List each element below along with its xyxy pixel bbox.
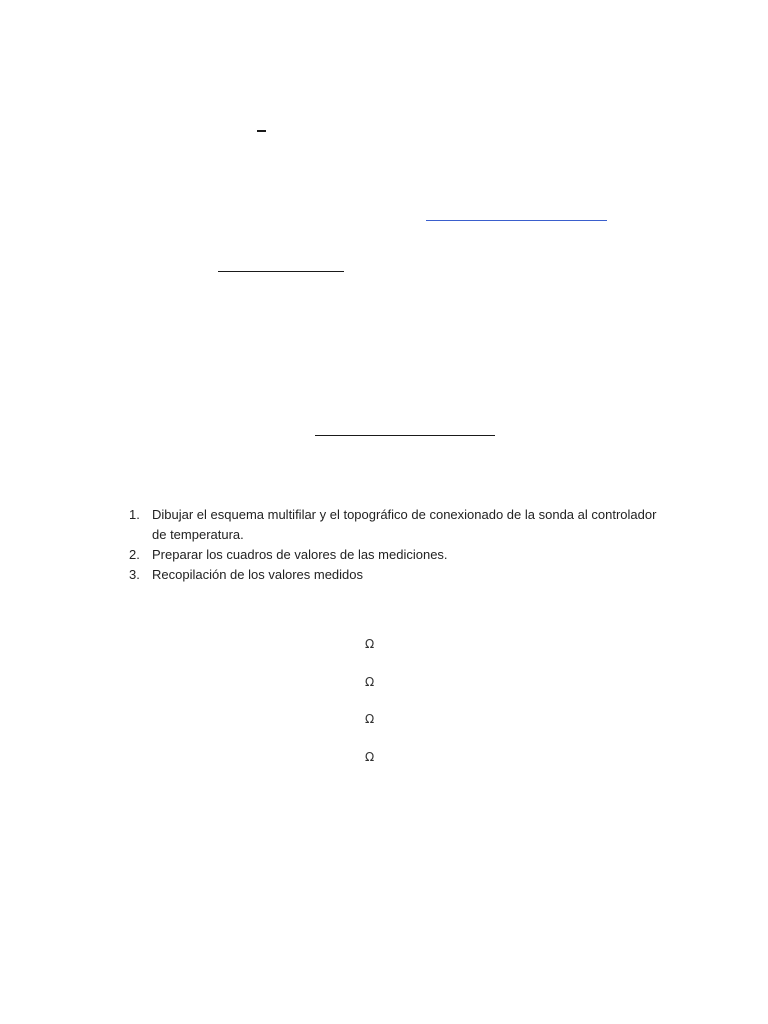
list-item-text: Preparar los cuadros de valores de las mediciones.	[152, 547, 448, 562]
list-item-number: 3.	[129, 567, 140, 582]
blank-line	[218, 271, 344, 272]
steps-list	[0, 505, 768, 585]
list-item-number: 1.	[129, 507, 140, 522]
ohm-symbol: Ω	[365, 675, 375, 689]
ohm-symbol: Ω	[365, 750, 375, 764]
list-item	[0, 505, 768, 545]
list-item-text: Dibujar el esquema multifilar y el topográfico de conexionado de la sonda al controlador de temperatura.	[152, 507, 657, 542]
blank-line	[315, 435, 495, 436]
list-item-text: Recopilación de los valores medidos	[152, 567, 364, 582]
ohm-symbol: Ω	[365, 712, 375, 726]
dash-mark	[257, 130, 266, 132]
link-underline[interactable]	[426, 220, 607, 221]
list-item	[0, 545, 768, 565]
list-item-number: 2.	[129, 547, 140, 562]
ohm-symbol: Ω	[365, 637, 375, 651]
list-item	[0, 565, 768, 585]
